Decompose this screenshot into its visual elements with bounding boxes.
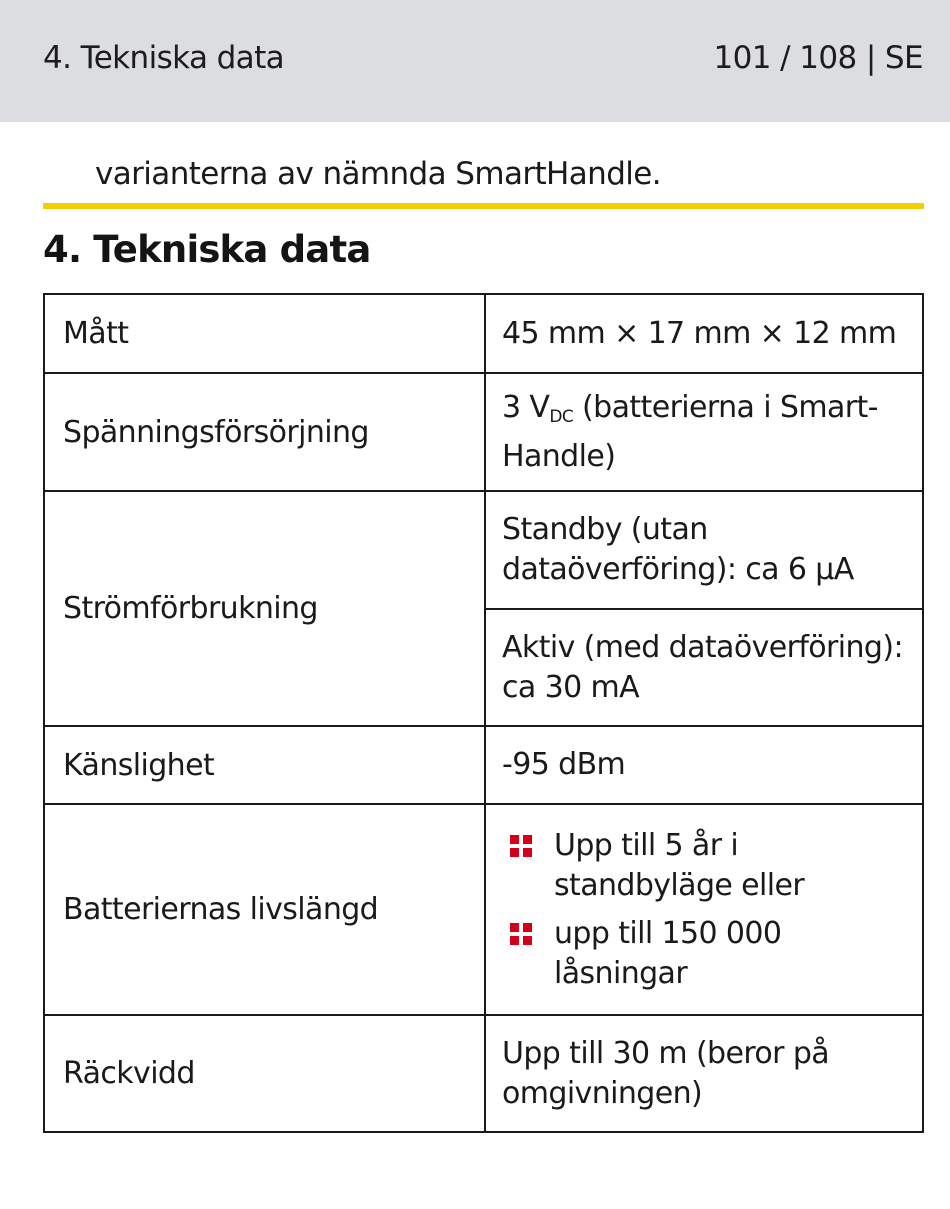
active-consumption: Aktiv (med dataöverföring): ca 30 mA [486, 608, 922, 725]
spec-table [43, 293, 924, 1133]
voltage-note: (batterierna i Smart-Handle) [502, 389, 878, 474]
table-row-power-consumption [45, 490, 922, 725]
voltage-subscript: DC [549, 406, 574, 427]
row-label: Batteriernas livslängd [45, 805, 486, 1014]
battery-life-list [502, 826, 906, 994]
table-row-sensitivity [45, 725, 922, 803]
row-value [486, 805, 922, 1014]
standby-consumption: Standby (utan dataöverföring): ca 6 µA [502, 512, 854, 587]
row-label: Spänningsförsörjning [45, 374, 486, 490]
row-label: Räckvidd [45, 1016, 486, 1131]
red-square-grid-icon [510, 835, 532, 857]
list-item [502, 826, 906, 906]
row-value: Upp till 30 m (beror på omgivningen) [502, 1035, 830, 1111]
list-item [502, 914, 906, 994]
header-section-title: 4. Tekniska data [43, 40, 285, 76]
table-row-range [45, 1014, 922, 1131]
red-square-grid-icon [510, 923, 532, 945]
section-title: 4. Tekniska data [43, 228, 371, 271]
intro-text: varianterna av nämnda SmartHandle. [95, 156, 662, 192]
table-row-dimensions [45, 295, 922, 372]
row-label: Strömförbrukning [45, 492, 486, 725]
row-label: Känslighet [45, 727, 486, 803]
row-value [486, 374, 922, 490]
page-header [0, 0, 950, 122]
table-row-battery-life [45, 803, 922, 1014]
row-value: 45 mm × 17 mm × 12 mm [502, 315, 897, 351]
row-value: -95 dBm [502, 747, 626, 782]
header-page-number: 101 / 108 | SE [713, 40, 923, 76]
section-divider [43, 203, 924, 209]
table-row-power-supply [45, 372, 922, 490]
voltage-value: 3 V [502, 389, 550, 425]
row-value-group [486, 492, 922, 725]
row-label: Mått [45, 295, 486, 372]
list-item-text: upp till 150 000 låsningar [554, 915, 782, 991]
list-item-text: Upp till 5 år i standbyläge eller [554, 827, 805, 903]
